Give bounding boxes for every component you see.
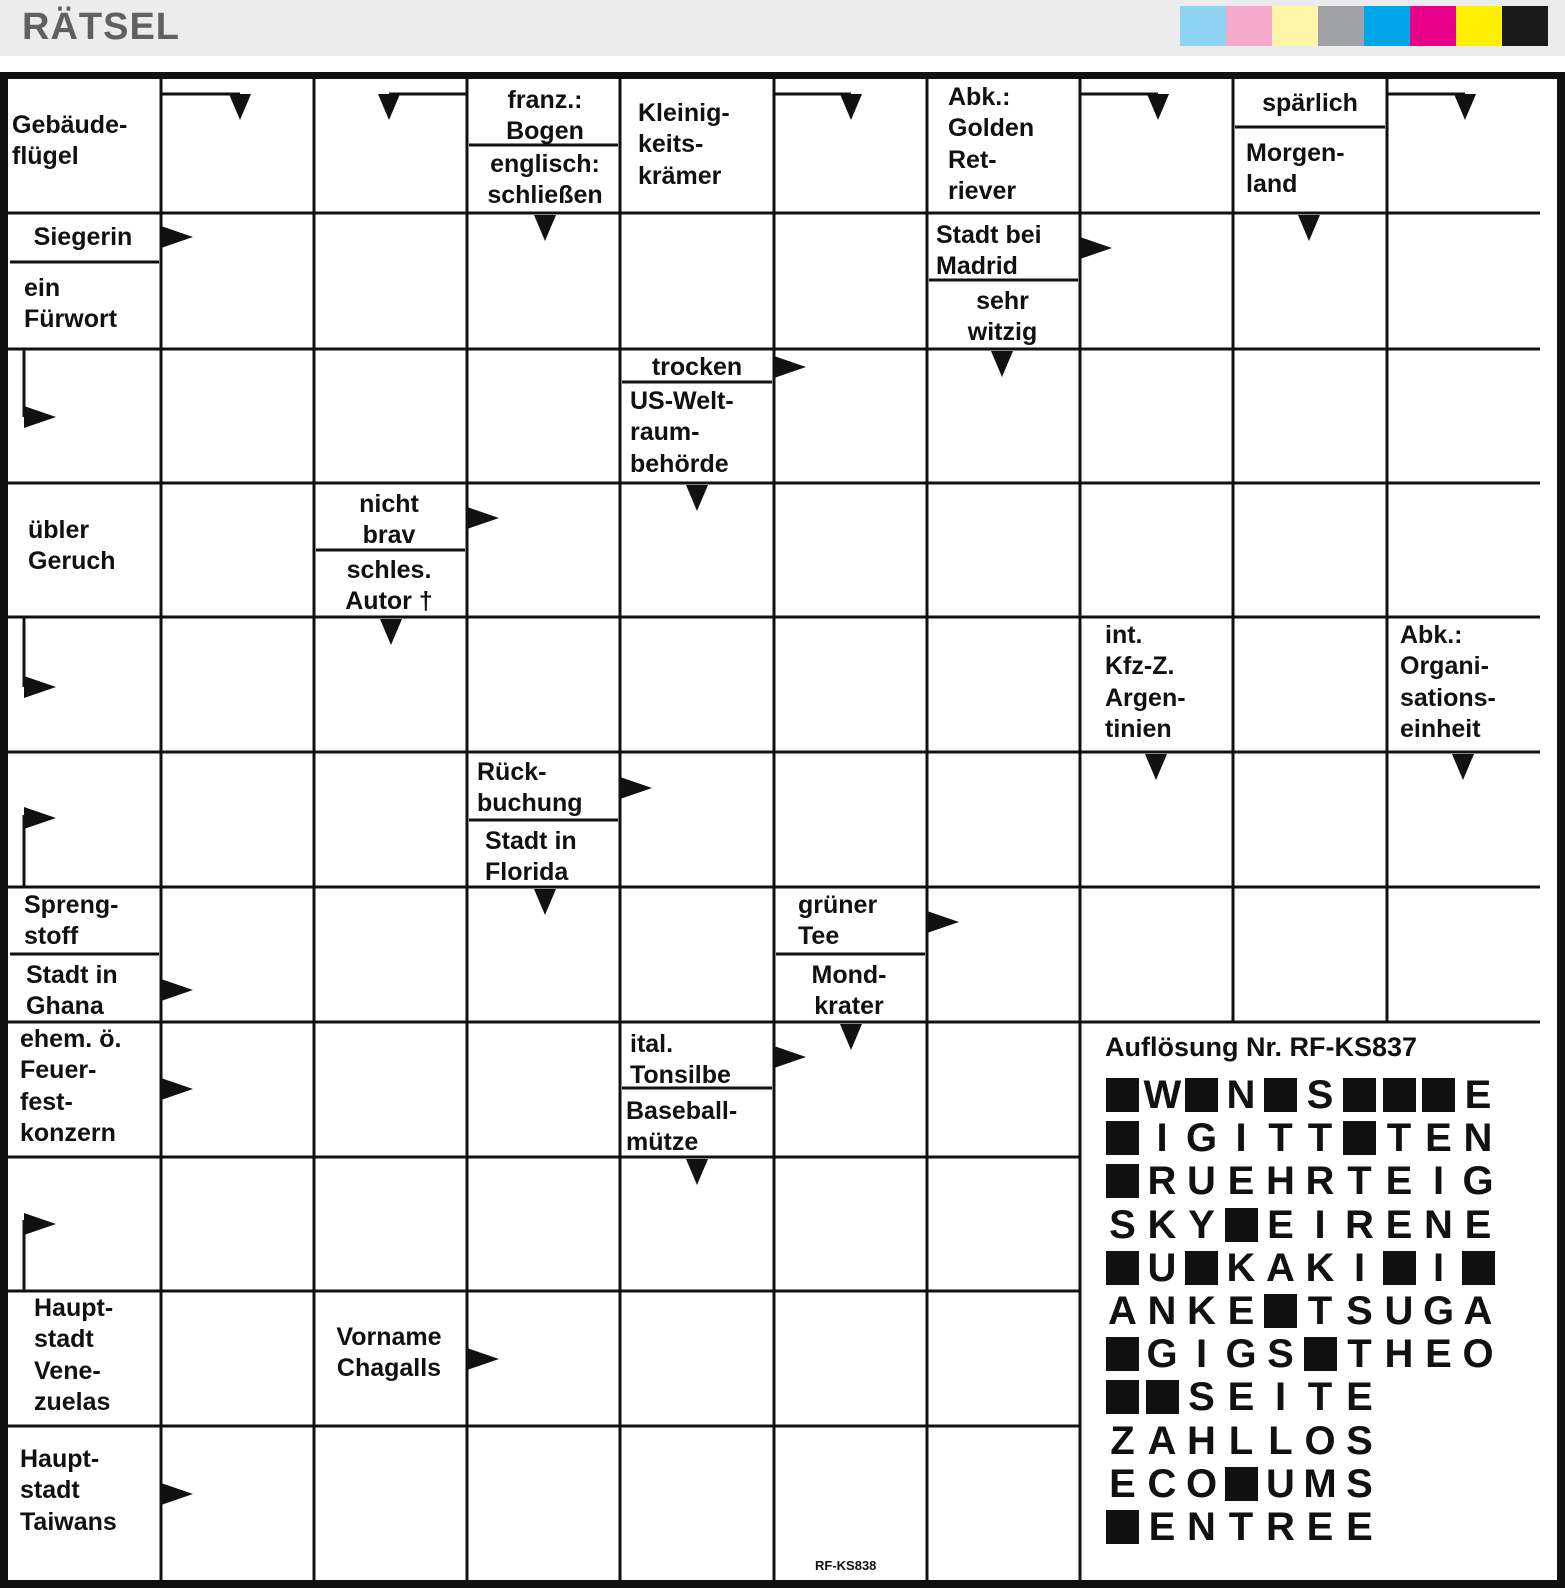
solution-letter: E [1464, 1073, 1492, 1117]
clue-baseballmuetze: Baseball- mütze [626, 1097, 738, 1157]
solution-letter: I [1432, 1159, 1445, 1204]
solution-letter: N [1424, 1202, 1453, 1247]
solution-letter: S [1346, 1418, 1373, 1463]
solution-black-square [1383, 1078, 1416, 1112]
arrow-right-icon [24, 1213, 56, 1235]
solution-letter: K [1305, 1245, 1335, 1290]
solution-letter: H [1266, 1159, 1295, 1204]
solution-letter: E [1346, 1375, 1373, 1420]
clue-hauptstadt-venezuelas: Haupt- stadt Vene- zuelas [34, 1294, 114, 1416]
arrow-down-icon [380, 619, 402, 645]
solution-letter: A [1108, 1289, 1137, 1333]
arrow-right-icon [620, 777, 652, 799]
clue-nicht-brav: nicht brav [359, 490, 419, 550]
clue-sprengstoff: Spreng- stoff [24, 891, 119, 951]
arrow-right-icon [161, 1078, 193, 1100]
color-swatch [1364, 6, 1410, 46]
clue-uebler-geruch: übler Geruch [28, 516, 116, 576]
solution-letter: S [1109, 1202, 1136, 1247]
arrow-right-icon [161, 226, 193, 248]
solution-letter: U [1147, 1245, 1177, 1290]
solution-letter: R [1345, 1202, 1374, 1247]
color-swatches [1180, 6, 1548, 46]
arrow-right-icon [24, 406, 56, 428]
arrow-down-icon [534, 889, 556, 915]
clue-feuerfestkonzern: ehem. ö. Feuer- fest- konzern [20, 1025, 122, 1147]
solution-letter: S [1346, 1461, 1373, 1506]
solution-black-square [1106, 1078, 1139, 1112]
color-swatch [1180, 6, 1226, 46]
solution-letter: H [1187, 1418, 1216, 1463]
solution-letter: N [1187, 1505, 1216, 1549]
solution-letter: U [1266, 1461, 1295, 1506]
solution-letter: O [1304, 1418, 1336, 1463]
clue-hauptstadt-taiwans: Haupt- stadt Taiwans [20, 1445, 117, 1536]
solution-letter: G [1146, 1332, 1178, 1377]
clue-stadt-in-ghana: Stadt in Ghana [26, 961, 118, 1021]
solution-letter: I [1314, 1202, 1326, 1247]
solution-black-square [1185, 1078, 1218, 1112]
arrow-down-icon [1454, 94, 1476, 120]
clue-englisch-schliessen: englisch: schließen [487, 150, 603, 210]
solution-letter: E [1425, 1116, 1452, 1161]
solution-letter: E [1385, 1202, 1413, 1247]
arrow-down-icon [991, 351, 1013, 377]
clue-schles-autor: schles. Autor † [345, 556, 433, 616]
solution-black-square [1343, 1078, 1376, 1112]
solution-black-square [1106, 1121, 1139, 1155]
header-bar [0, 0, 1565, 56]
solution-letter: L [1228, 1418, 1254, 1463]
solution-letter: I [1235, 1116, 1247, 1161]
solution-letter: T [1307, 1289, 1333, 1333]
solution-letter: E [1385, 1159, 1413, 1204]
solution-letter: I [1353, 1245, 1366, 1290]
solution-letter: R [1147, 1159, 1177, 1204]
clue-stadt-bei-madrid: Stadt bei Madrid [936, 221, 1042, 281]
solution-letter: E [1109, 1461, 1136, 1506]
solution-letter: R [1305, 1159, 1335, 1204]
solution-black-square [1343, 1121, 1376, 1155]
solution-letter: N [1226, 1073, 1256, 1117]
solution-letter: O [1462, 1332, 1494, 1377]
solution-letter: T [1347, 1159, 1372, 1204]
solution-letter: S [1188, 1375, 1215, 1420]
color-swatch [1410, 6, 1456, 46]
solution-letter: E [1227, 1289, 1255, 1333]
arrow-down-icon [1452, 754, 1474, 780]
arrow-down-icon [686, 485, 708, 511]
arrow-down-icon [840, 1024, 862, 1050]
clue-ital-tonsilbe: ital. Tonsilbe [630, 1030, 731, 1090]
clue-spaerlich: spärlich [1262, 89, 1358, 117]
solution-letter: I [1156, 1116, 1168, 1161]
color-swatch [1226, 6, 1272, 46]
arrow-right-icon [161, 979, 193, 1001]
clue-mondkrater: Mond- krater [811, 961, 887, 1021]
solution-letter: N [1147, 1289, 1177, 1333]
solution-letter: C [1147, 1461, 1177, 1506]
arrow-down-icon [1147, 94, 1169, 120]
solution-letter: T [1307, 1116, 1333, 1161]
solution-letter: K [1147, 1202, 1177, 1247]
solution-black-square [1185, 1251, 1218, 1285]
arrow-right-icon [774, 356, 806, 378]
arrow-right-icon [927, 911, 959, 933]
clue-morgenland: Morgen- land [1246, 139, 1345, 199]
solution-letter: E [1346, 1505, 1373, 1549]
arrow-down-icon [1145, 754, 1167, 780]
clue-kleinigkeitskraemer: Kleinig- keits- krämer [638, 99, 730, 190]
arrow-down-icon [378, 94, 400, 120]
solution-black-square [1422, 1078, 1455, 1112]
solution-letter: T [1386, 1116, 1412, 1161]
clue-gebaeudefluegel: Gebäude- flügel [12, 111, 128, 171]
arrow-down-icon [840, 94, 862, 120]
solution-black-square [1106, 1510, 1139, 1544]
solution-letter: E [1227, 1159, 1255, 1204]
color-swatch [1272, 6, 1318, 46]
clue-kfz-argentinien: int. Kfz-Z. Argen- tinien [1105, 621, 1186, 743]
solution-black-square [1106, 1380, 1139, 1414]
solution-letter: L [1268, 1418, 1293, 1463]
solution-letter: N [1463, 1116, 1493, 1161]
solution-letter: A [1463, 1289, 1493, 1333]
arrow-right-icon [24, 807, 56, 829]
solution-black-square [1106, 1251, 1139, 1285]
solution-letter: S [1306, 1073, 1334, 1117]
page-title: RÄTSEL [22, 6, 180, 48]
color-swatch [1502, 6, 1548, 46]
clue-franz-bogen: franz.: Bogen [506, 86, 584, 146]
solution-letter: I [1195, 1332, 1208, 1377]
solution-black-square [1106, 1337, 1139, 1371]
solution-letter: G [1225, 1332, 1257, 1377]
color-swatch [1456, 6, 1502, 46]
solution-letter: E [1227, 1375, 1255, 1420]
arrow-down-icon [229, 94, 251, 120]
arrow-right-icon [24, 676, 56, 698]
solution-letter: M [1303, 1461, 1337, 1506]
arrow-down-icon [534, 215, 556, 241]
arrow-down-icon [1298, 215, 1320, 241]
solution-letter: T [1268, 1116, 1293, 1161]
clue-siegerin: Siegerin [33, 223, 133, 251]
solution-letter: K [1226, 1245, 1256, 1290]
solution-black-square [1264, 1294, 1297, 1328]
arrow-down-icon [686, 1159, 708, 1185]
clue-stadt-in-florida: Stadt in Florida [485, 827, 577, 887]
solution-letter: Y [1188, 1202, 1215, 1247]
clue-ein-fuerwort: ein Fürwort [24, 274, 118, 334]
solution-letter: A [1147, 1418, 1177, 1463]
solution-letter: K [1187, 1289, 1216, 1333]
solution-title: Auflösung Nr. RF-KS837 [1105, 1032, 1418, 1062]
arrow-right-icon [467, 507, 499, 529]
clue-us-weltraumbehoerde: US-Welt- raum- behörde [630, 387, 734, 478]
solution-letter: T [1347, 1332, 1372, 1377]
solution-black-square [1225, 1208, 1258, 1242]
solution-letter: G [1462, 1159, 1494, 1204]
solution-letter: S [1267, 1332, 1294, 1377]
arrow-right-icon [161, 1483, 193, 1505]
arrow-right-icon [1080, 237, 1112, 259]
solution-black-square [1304, 1337, 1337, 1371]
clue-abk-golden-retriever: Abk.: Golden Ret- riever [948, 83, 1035, 205]
solution-black-square [1225, 1467, 1258, 1501]
solution-black-square [1106, 1164, 1139, 1198]
solution-black-square [1146, 1380, 1179, 1414]
solution-letter: E [1267, 1202, 1294, 1247]
solution-letter: S [1346, 1289, 1373, 1333]
solution-letter: E [1464, 1202, 1492, 1247]
solution-letter: R [1266, 1505, 1295, 1549]
clue-rueckbuchung: Rück- buchung [477, 758, 583, 818]
solution-letter: I [1274, 1375, 1287, 1420]
solution-letter: T [1307, 1375, 1333, 1420]
arrow-right-icon [774, 1046, 806, 1068]
solution-letter: E [1306, 1505, 1334, 1549]
solution-letter: U [1187, 1159, 1216, 1204]
solution-letter: W [1143, 1073, 1182, 1117]
solution-letter: G [1422, 1289, 1455, 1333]
solution-black-square [1462, 1251, 1495, 1285]
solution-black-square [1264, 1078, 1297, 1112]
solution-letter: A [1266, 1245, 1295, 1290]
color-swatch [1318, 6, 1364, 46]
clue-vorname-chagalls: Vorname Chagalls [336, 1323, 442, 1383]
puzzle-code: RF-KS838 [815, 1558, 877, 1573]
solution-letter: U [1384, 1289, 1414, 1333]
solution-black-square [1383, 1251, 1416, 1285]
solution-letter: E [1425, 1332, 1452, 1377]
solution-letter: O [1185, 1461, 1218, 1506]
arrow-right-icon [467, 1348, 499, 1370]
solution-letter: H [1384, 1332, 1414, 1377]
solution-letter: Z [1110, 1418, 1135, 1463]
solution-letter: G [1185, 1116, 1218, 1161]
solution-letter: T [1228, 1505, 1254, 1549]
clue-organisationseinheit: Abk.: Organi- sations- einheit [1400, 621, 1496, 743]
crossword-grid [0, 72, 1565, 1588]
clue-gruener-tee: grüner Tee [798, 891, 878, 951]
clue-sehr-witzig: sehr witzig [967, 287, 1038, 347]
clue-trocken: trocken [651, 353, 743, 381]
solution-letter: E [1148, 1505, 1176, 1549]
solution-letter: I [1432, 1245, 1445, 1290]
